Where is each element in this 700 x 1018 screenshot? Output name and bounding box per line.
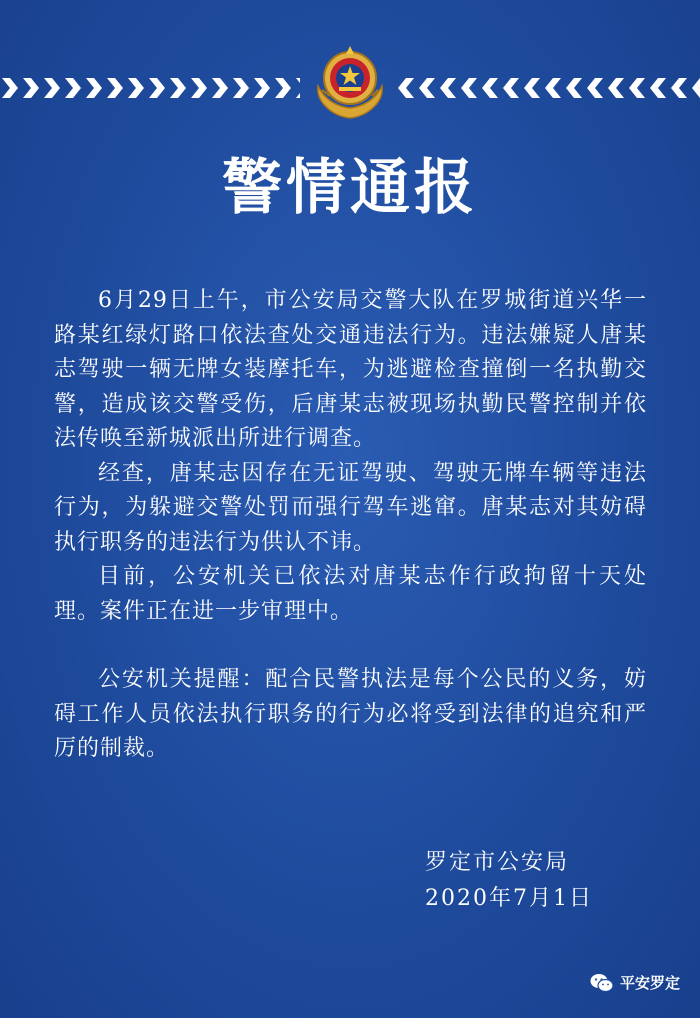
wechat-watermark: [590, 972, 680, 993]
left-chevron-stripe: [0, 74, 300, 102]
paragraph-investigation: 经查，唐某志因存在无证驾驶、驾驶无牌车辆等违法行为，为躲避交警处罚而强行驾车逃窜。唐某志对其妨碍执行职务的违法行为供认不讳。: [54, 460, 647, 555]
signature-block: [425, 845, 593, 917]
right-chevron-stripe: [395, 74, 700, 102]
police-emblem-icon: [310, 42, 390, 122]
signature-date: 2020年7月1日: [425, 886, 593, 911]
wechat-icon: [590, 973, 614, 993]
page-title: 警情通报: [222, 153, 478, 223]
paragraph-outcome: 目前，公安机关已依法对唐某志作行政拘留十天处理。案件正在进一步审理中。: [54, 564, 647, 624]
wechat-account-name: 平安罗定: [619, 974, 680, 992]
paragraph-reminder: 公安机关提醒：配合民警执法是每个公民的义务，妨碍工作人员依法执行职务的行为必将受到法律的追究和严厉的制裁。: [54, 667, 647, 761]
signature-organization: 罗定市公安局: [425, 850, 570, 875]
paragraph-incident: 6月29日上午，市公安局交警大队在罗城街道兴华一路某红绿灯路口依法查处交通违法行为。违法嫌疑人唐某志驾驶一辆无牌女装摩托车，为逃避检查撞倒一名执勤交警，造成该交警受伤，后唐某志被现场执勤民警控制并依法传唤至新城派出所进行调查。: [54, 288, 647, 451]
notice-body: [54, 284, 647, 767]
